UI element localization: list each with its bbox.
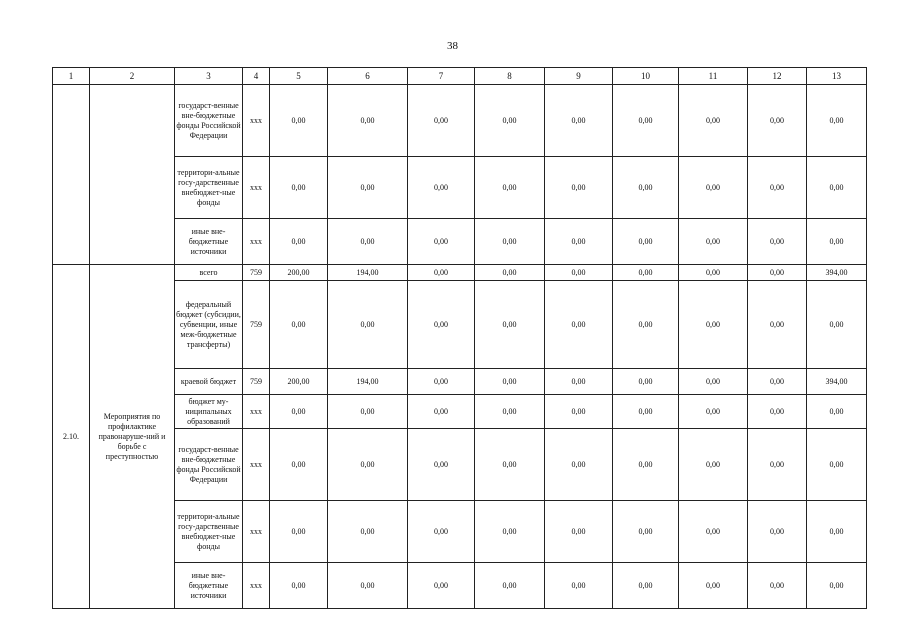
- value-cell: 0,00: [807, 501, 867, 563]
- value-cell: 0,00: [679, 563, 748, 609]
- value-cell: 0,00: [408, 281, 475, 369]
- value-cell: 0,00: [270, 281, 328, 369]
- header-cell: 5: [270, 68, 328, 85]
- value-cell: 0,00: [748, 219, 807, 265]
- value-cell: 0,00: [475, 429, 545, 501]
- budget-table: [52, 67, 867, 609]
- code-cell: 759: [243, 369, 270, 395]
- code-cell: 759: [243, 281, 270, 369]
- row-number-cell: 2.10.: [53, 265, 90, 609]
- table-row: [53, 369, 867, 395]
- table-row: [53, 429, 867, 501]
- value-cell: 0,00: [807, 219, 867, 265]
- value-cell: 0,00: [748, 395, 807, 429]
- value-cell: 0,00: [408, 369, 475, 395]
- value-cell: 0,00: [679, 157, 748, 219]
- value-cell: 0,00: [679, 85, 748, 157]
- funding-source-cell: всего: [175, 265, 243, 281]
- code-cell: xxx: [243, 395, 270, 429]
- value-cell: 0,00: [679, 369, 748, 395]
- value-cell: 0,00: [270, 85, 328, 157]
- value-cell: 0,00: [748, 157, 807, 219]
- value-cell: 0,00: [545, 501, 613, 563]
- value-cell: 0,00: [807, 281, 867, 369]
- value-cell: 200,00: [270, 369, 328, 395]
- value-cell: 0,00: [613, 395, 679, 429]
- value-cell: 0,00: [328, 501, 408, 563]
- value-cell: 0,00: [679, 429, 748, 501]
- table-row: [53, 501, 867, 563]
- value-cell: 0,00: [270, 157, 328, 219]
- value-cell: 0,00: [270, 395, 328, 429]
- value-cell: 0,00: [475, 157, 545, 219]
- code-cell: xxx: [243, 85, 270, 157]
- value-cell: 0,00: [679, 395, 748, 429]
- value-cell: 0,00: [748, 85, 807, 157]
- value-cell: 394,00: [807, 265, 867, 281]
- value-cell: 0,00: [328, 429, 408, 501]
- measure-name-cell: [90, 85, 175, 265]
- code-cell: xxx: [243, 429, 270, 501]
- value-cell: 0,00: [408, 219, 475, 265]
- value-cell: 0,00: [328, 281, 408, 369]
- funding-source-cell: иные вне-бюджетные источники: [175, 219, 243, 265]
- page-number: 38: [447, 40, 458, 52]
- value-cell: 394,00: [807, 369, 867, 395]
- funding-source-cell: бюджет му-ниципальных образований: [175, 395, 243, 429]
- value-cell: 0,00: [408, 501, 475, 563]
- value-cell: 0,00: [475, 281, 545, 369]
- value-cell: 0,00: [328, 563, 408, 609]
- value-cell: 0,00: [545, 219, 613, 265]
- value-cell: 200,00: [270, 265, 328, 281]
- value-cell: 0,00: [807, 395, 867, 429]
- value-cell: 0,00: [679, 219, 748, 265]
- header-cell: 2: [90, 68, 175, 85]
- value-cell: 0,00: [613, 157, 679, 219]
- value-cell: 0,00: [545, 369, 613, 395]
- header-cell: 11: [679, 68, 748, 85]
- funding-source-cell: территори-альные госу-дарственные внебюджет-ные фонды: [175, 501, 243, 563]
- value-cell: 0,00: [328, 85, 408, 157]
- value-cell: 0,00: [545, 395, 613, 429]
- value-cell: 0,00: [613, 85, 679, 157]
- value-cell: 0,00: [748, 369, 807, 395]
- value-cell: 0,00: [545, 429, 613, 501]
- value-cell: 0,00: [270, 429, 328, 501]
- header-cell: 10: [613, 68, 679, 85]
- funding-source-cell: государст-венные вне-бюджетные фонды Российской Федерации: [175, 429, 243, 501]
- value-cell: 0,00: [807, 85, 867, 157]
- value-cell: 0,00: [613, 219, 679, 265]
- funding-source-cell: краевой бюджет: [175, 369, 243, 395]
- value-cell: 0,00: [545, 563, 613, 609]
- value-cell: 0,00: [679, 501, 748, 563]
- code-cell: xxx: [243, 219, 270, 265]
- value-cell: 0,00: [408, 563, 475, 609]
- value-cell: 0,00: [475, 395, 545, 429]
- value-cell: 0,00: [328, 219, 408, 265]
- value-cell: 0,00: [545, 157, 613, 219]
- value-cell: 0,00: [807, 429, 867, 501]
- funding-source-cell: территори-альные госу-дарственные внебюджет-ные фонды: [175, 157, 243, 219]
- table-row: [53, 157, 867, 219]
- value-cell: 0,00: [748, 429, 807, 501]
- value-cell: 0,00: [748, 563, 807, 609]
- value-cell: 0,00: [807, 157, 867, 219]
- value-cell: 0,00: [408, 157, 475, 219]
- value-cell: 0,00: [328, 157, 408, 219]
- value-cell: 0,00: [408, 395, 475, 429]
- table-row: [53, 265, 867, 281]
- value-cell: 0,00: [408, 429, 475, 501]
- value-cell: 194,00: [328, 265, 408, 281]
- value-cell: 0,00: [748, 501, 807, 563]
- code-cell: 759: [243, 265, 270, 281]
- value-cell: 0,00: [613, 563, 679, 609]
- value-cell: 0,00: [270, 219, 328, 265]
- value-cell: 0,00: [679, 265, 748, 281]
- value-cell: 0,00: [613, 429, 679, 501]
- header-row: [53, 68, 867, 85]
- value-cell: 0,00: [545, 281, 613, 369]
- row-number-cell: [53, 85, 90, 265]
- header-cell: 13: [807, 68, 867, 85]
- code-cell: xxx: [243, 157, 270, 219]
- value-cell: 0,00: [408, 85, 475, 157]
- value-cell: 0,00: [475, 369, 545, 395]
- value-cell: 0,00: [545, 265, 613, 281]
- value-cell: 0,00: [613, 501, 679, 563]
- header-cell: 9: [545, 68, 613, 85]
- value-cell: 0,00: [475, 219, 545, 265]
- header-cell: 8: [475, 68, 545, 85]
- funding-source-cell: иные вне-бюджетные источники: [175, 563, 243, 609]
- header-cell: 1: [53, 68, 90, 85]
- value-cell: 0,00: [270, 501, 328, 563]
- value-cell: 0,00: [679, 281, 748, 369]
- table-row: [53, 219, 867, 265]
- table-row: [53, 563, 867, 609]
- code-cell: xxx: [243, 563, 270, 609]
- value-cell: 0,00: [807, 563, 867, 609]
- table-row: [53, 85, 867, 157]
- value-cell: 0,00: [270, 563, 328, 609]
- value-cell: 0,00: [748, 265, 807, 281]
- value-cell: 0,00: [545, 85, 613, 157]
- table-row: [53, 395, 867, 429]
- value-cell: 0,00: [613, 281, 679, 369]
- value-cell: 0,00: [748, 281, 807, 369]
- header-cell: 3: [175, 68, 243, 85]
- header-cell: 6: [328, 68, 408, 85]
- value-cell: 194,00: [328, 369, 408, 395]
- header-cell: 4: [243, 68, 270, 85]
- header-cell: 12: [748, 68, 807, 85]
- table-row: [53, 281, 867, 369]
- measure-name-cell: Мероприятия по профилактике правонаруше-ний и борьбе с преступностью: [90, 265, 175, 609]
- value-cell: 0,00: [475, 265, 545, 281]
- value-cell: 0,00: [475, 85, 545, 157]
- funding-source-cell: федеральный бюджет (субсидии, субвенции, иные меж-бюджетные трансферты): [175, 281, 243, 369]
- value-cell: 0,00: [475, 563, 545, 609]
- value-cell: 0,00: [408, 265, 475, 281]
- code-cell: xxx: [243, 501, 270, 563]
- value-cell: 0,00: [475, 501, 545, 563]
- header-cell: 7: [408, 68, 475, 85]
- value-cell: 0,00: [328, 395, 408, 429]
- value-cell: 0,00: [613, 369, 679, 395]
- funding-source-cell: государст-венные вне-бюджетные фонды Российской Федерации: [175, 85, 243, 157]
- value-cell: 0,00: [613, 265, 679, 281]
